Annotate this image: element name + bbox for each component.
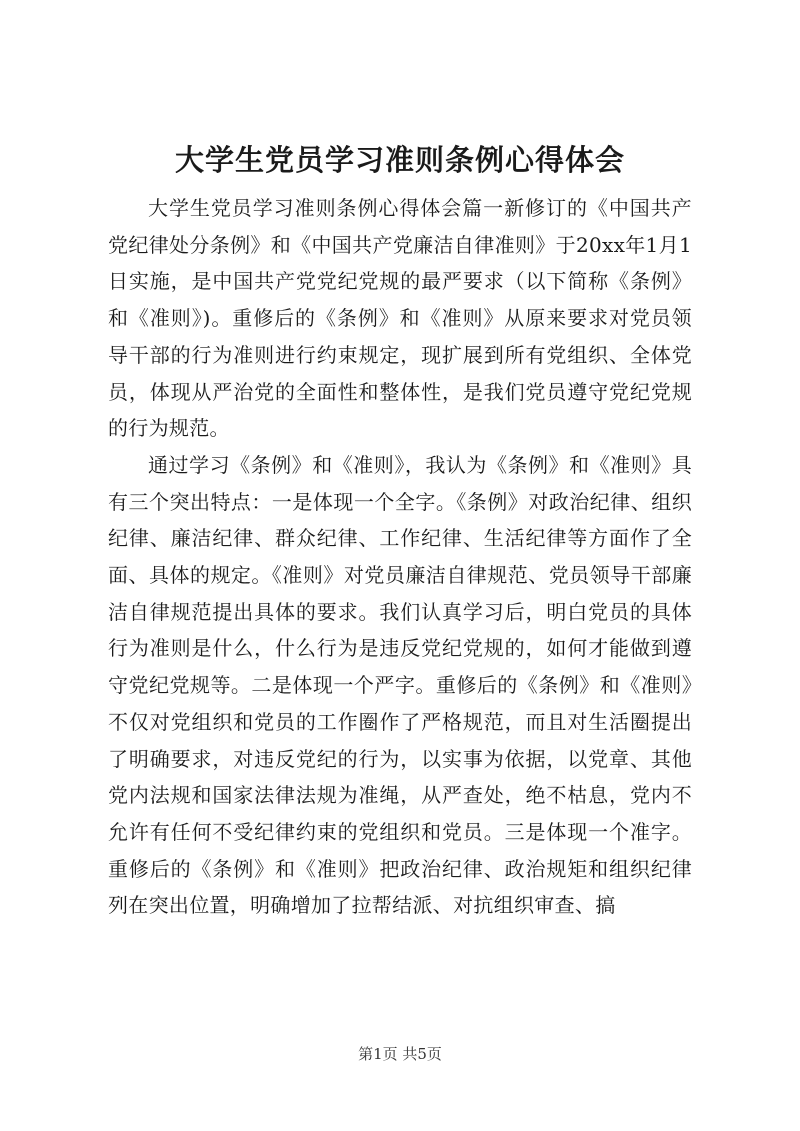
document-title: 大学生党员学习准则条例心得体会 — [174, 143, 625, 177]
page-footer: 第1页 共5页 — [358, 1045, 442, 1063]
document-body — [108, 190, 692, 924]
paragraph-2: 通过学习《条例》和《准则》，我认为《条例》和《准则》具有三个突出特点：一是体现一个全字。《条例》对政治纪律、组织纪律、廉洁纪律、群众纪律、工作纪律、生活纪律等方面作了全面、具体的规定。《准则》对党员廉洁自律规范、党员领导干部廉洁自律规范提出具体的要求。我们认真学习后，明白党员的具体行为准则是什么，什么行为是违反党纪党规的，如何才能做到遵守党纪党规等。二是体现一个严字。重修后的《条例》和《准则》不仅对党组织和党员的工作圈作了严格规范，而且对生活圈提出了明确要求，对违反党纪的行为，以实事为依据，以党章、其他党内法规和国家法律法规为准绳，从严查处，绝不枯息，党内不允许有任何不受纪律约束的党组织和党员。三是体现一个准字。重修后的《条例》和《准则》把政治纪律、政治规矩和组织纪律列在突出位置，明确增加了拉帮结派、对抗组织审查、搞 — [108, 452, 692, 918]
paragraph-1: 大学生党员学习准则条例心得体会篇一新修订的《中国共产党纪律处分条例》和《中国共产党廉洁自律准则》于20xx年1月1日实施，是中国共产党党纪党规的最严要求（以下简称《条例》和《准则》)。重修后的《条例》和《准则》从原来要求对党员领导干部的行为准则进行约束规定，现扩展到所有党组织、全体党员，体现从严治党的全面性和整体性，是我们党员遵守党纪党规的行为规范。 — [108, 196, 692, 441]
